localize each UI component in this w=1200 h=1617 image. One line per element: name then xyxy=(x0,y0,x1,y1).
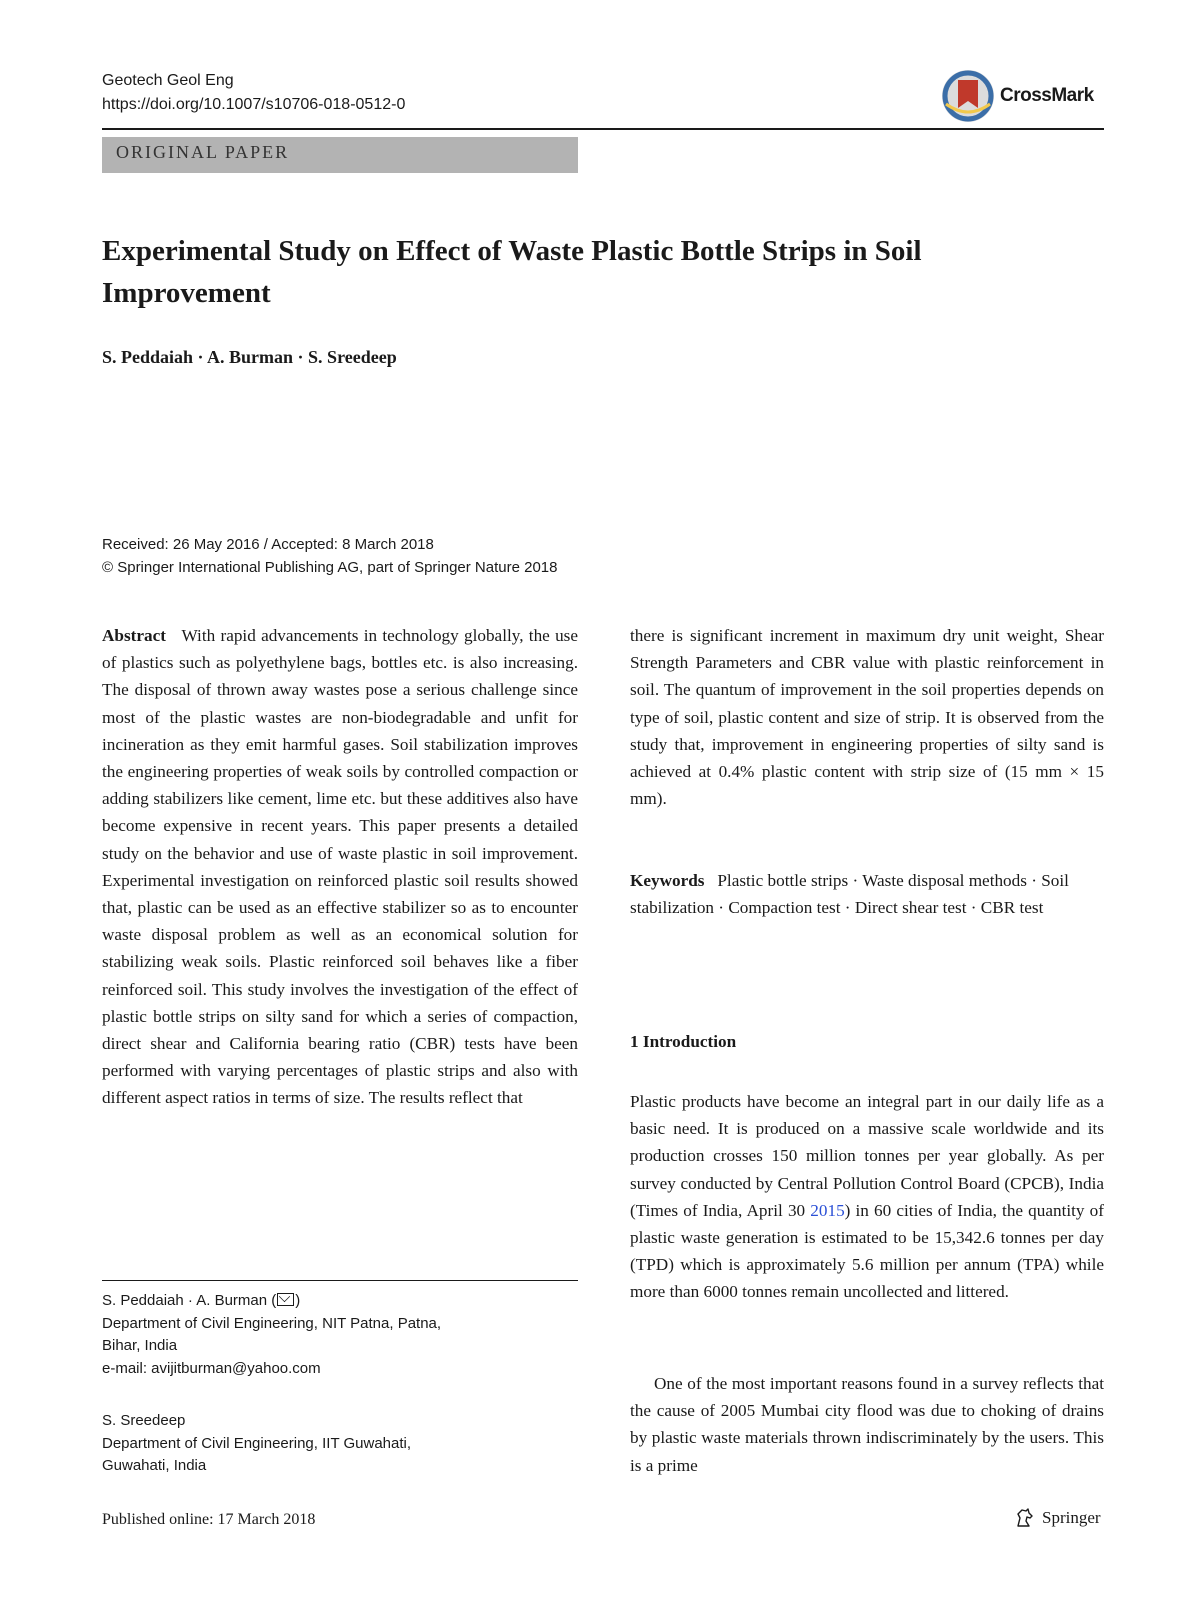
springer-horse-icon xyxy=(1013,1506,1037,1530)
introduction-paragraph-1 xyxy=(630,1088,1104,1306)
published-online-date: Published online: 17 March 2018 xyxy=(102,1511,316,1528)
publisher-mark xyxy=(1013,1506,1101,1530)
abstract-column-1 xyxy=(102,622,578,1112)
crossmark-icon xyxy=(940,68,996,124)
footnote-rule xyxy=(102,1280,578,1281)
paper-title: Experimental Study on Effect of Waste Plastic Bottle Strips in Soil Improvement xyxy=(102,235,922,309)
affiliation-1-authors: S. Peddaiah · A. Burman ( xyxy=(102,1292,277,1309)
affiliation-1-paren: ) xyxy=(295,1292,301,1309)
affiliation-1 xyxy=(102,1290,441,1380)
keywords-heading: Keywords xyxy=(630,871,705,890)
section-label: ORIGINAL PAPER xyxy=(116,142,290,162)
copyright-notice: © Springer International Publishing AG, part of Springer Nature 2018 xyxy=(102,559,558,576)
affiliation-1-location: Bihar, India xyxy=(102,1337,178,1354)
header-rule xyxy=(102,128,1104,130)
affiliation-2-name: S. Sreedeep xyxy=(102,1412,186,1429)
affiliation-1-names xyxy=(102,1290,441,1313)
keywords-list: Plastic bottle strips · Waste disposal methods · Soil stabilization · Compaction test · Direct shear test · CBR test xyxy=(630,871,1069,918)
affiliation-2-location: Guwahati, India xyxy=(102,1457,207,1474)
introduction-paragraph-2: One of the most important reasons found in a survey reflects that the cause of 2005 Mumbai city flood was due to choking of drains by plastic waste materials thrown indiscriminately by the users. This is a prime xyxy=(630,1374,1104,1475)
crossmark-badge[interactable] xyxy=(940,66,1110,126)
doi-link[interactable]: https://doi.org/10.1007/s10706-018-0512-0 xyxy=(102,96,406,113)
journal-name: Geotech Geol Eng xyxy=(102,72,234,89)
crossmark-label: CrossMark xyxy=(1000,85,1094,106)
author-list: S. Peddaiah · A. Burman · S. Sreedeep xyxy=(102,347,397,367)
introduction-heading: 1 Introduction xyxy=(630,1032,737,1051)
citation-link[interactable]: 2015 xyxy=(810,1200,845,1220)
abstract-text-1: With rapid advancements in technology globally, the use of plastics such as polyethylene bags, bottles etc. is also increasing. The disposal of thrown away wastes pose a serious challenge since most of the plastic wastes are non-biodegradable and unfit for incineration as they emit harmful gases. Soil stabilization improves the engineering properties of weak soils by controlled compaction or adding stabilizers like cement, lime etc. but these additives also have become expensive in recent years. This paper presents a detailed study on the behavior and use of waste plastic in soil improvement. Experimental investigation on reinforced plastic soil results showed that, plastic can be used as an effective stabilizer so as to encounter waste disposal problem as well as an economical solution for stabilizing weak soils. Plastic reinforced soil behaves like a fiber reinforced soil. This study involves the investigation of the effect of plastic bottle strips on silty sand for which a series of compaction, direct shear and California bearing ratio (CBR) tests have been performed with varying percentages of plastic strips and also with different aspect ratios in terms of size. The results reflect that xyxy=(102,626,578,1108)
abstract-heading: Abstract xyxy=(102,626,166,645)
keywords-block xyxy=(630,867,1090,921)
affiliation-2-department: Department of Civil Engineering, IIT Guwahati, xyxy=(102,1434,412,1452)
affiliation-2 xyxy=(102,1410,411,1478)
envelope-icon[interactable] xyxy=(277,1293,294,1306)
publisher-name: Springer xyxy=(1042,1508,1101,1527)
intro-p1-text-after: ) in 60 cities of India, the quantity of plastic waste generation is estimated to be 15,342.6 tonnes per day (TPD) which is approximately 5.6 million per annum (TPA) while more than 6000 tonnes remain uncollected and littered. xyxy=(630,1200,1104,1302)
intro-p1-text-before: Plastic products have become an integral part in our daily life as a basic need. It is produced on a massive scale worldwide and its production crosses 150 million tonnes per year globally. As per survey conducted by Central Pollution Control Board (CPCB), India (Times of India, April 30 xyxy=(630,1092,1104,1220)
affiliation-1-department: Department of Civil Engineering, NIT Patna, Patna, xyxy=(102,1314,442,1332)
received-accepted-dates: Received: 26 May 2016 / Accepted: 8 March 2018 xyxy=(102,536,434,553)
abstract-column-2: there is significant increment in maximum dry unit weight, Shear Strength Parameters and CBR value with plastic reinforcement in soil. The quantum of improvement in the soil properties depends on type of soil, plastic content and size of strip. It is observed from the study that, improvement in engineering properties of silty sand is achieved at 0.4% plastic content with strip size of (15 mm × 15 mm). xyxy=(630,626,1104,809)
affiliation-1-email[interactable]: e-mail: avijitburman@yahoo.com xyxy=(102,1359,321,1377)
